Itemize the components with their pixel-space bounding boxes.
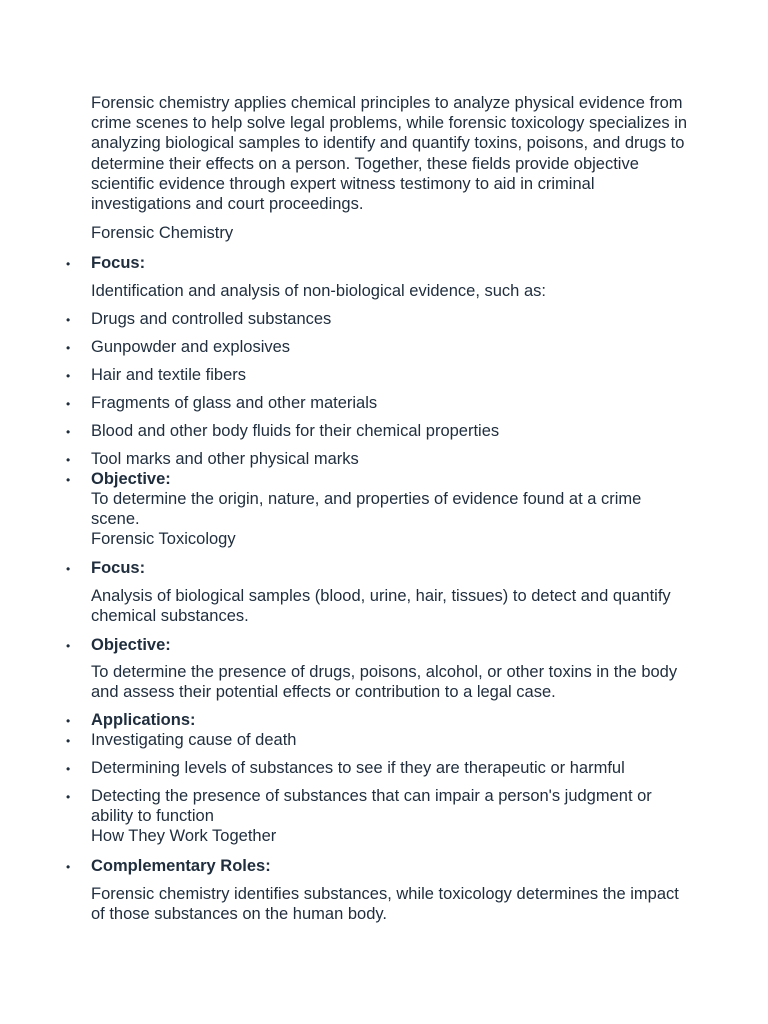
bullet-icon: • [66,562,71,576]
bullet-icon: • [66,734,71,748]
evidence-item: Tool marks and other physical marks [91,450,359,468]
toxicology-focus-label: Focus: [91,559,146,577]
complementary-roles-text: Forensic chemistry identifies substances, while toxicology determines the impact of those substances on the human body. [91,885,679,924]
toxicology-focus-text: Analysis of biological samples (blood, urine, hair, tissues) to detect and quantify chemical substances. [91,587,671,626]
bullet-icon: • [66,369,71,383]
application-item: Investigating cause of death [91,731,297,749]
section-heading-chemistry: Forensic Chemistry [91,224,234,242]
evidence-item: Fragments of glass and other materials [91,394,378,412]
application-item: Determining levels of substances to see if they are therapeutic or harmful [91,759,625,777]
bullet-icon: • [66,341,71,355]
bullet-icon: • [66,425,71,439]
bullet-icon: • [66,860,71,874]
chemistry-objective-label: Objective: [91,470,171,488]
bullet-icon: • [66,257,71,271]
chemistry-objective-text: To determine the origin, nature, and properties of evidence found at a crime scene. [91,490,642,529]
evidence-item: Hair and textile fibers [91,366,246,384]
bullet-icon: • [66,790,71,804]
bullet-icon: • [66,762,71,776]
section-heading-toxicology: Forensic Toxicology [91,530,236,548]
bullet-icon: • [66,639,71,653]
chemistry-focus-label: Focus: [91,254,146,272]
toxicology-applications-label: Applications: [91,711,196,729]
bullet-icon: • [66,714,71,728]
bullet-icon: • [66,313,71,327]
section-heading-together: How They Work Together [91,827,277,845]
evidence-item: Drugs and controlled substances [91,310,332,328]
evidence-item: Blood and other body fluids for their chemical properties [91,422,500,440]
complementary-roles-label: Complementary Roles: [91,857,271,875]
toxicology-objective-text: To determine the presence of drugs, poisons, alcohol, or other toxins in the body and assess their potential effects or contribution to a legal case. [91,663,678,702]
evidence-item: Gunpowder and explosives [91,338,291,356]
chemistry-focus-text: Identification and analysis of non-biological evidence, such as: [91,282,546,300]
bullet-icon: • [66,397,71,411]
bullet-icon: • [66,473,71,487]
application-item: Detecting the presence of substances that can impair a person's judgment or ability to function [91,787,652,826]
bullet-icon: • [66,453,71,467]
intro-paragraph: Forensic chemistry applies chemical principles to analyze physical evidence from crime scenes to help solve legal problems, while forensic toxicology specializes in analyzing biological samples to identify and quantify toxins, poisons, and drugs to determine their effects on a person. Together, these fields provide objective scientific evidence through expert witness testimony to aid in criminal investigations and court proceedings. [91,94,688,214]
toxicology-objective-label: Objective: [91,636,171,654]
